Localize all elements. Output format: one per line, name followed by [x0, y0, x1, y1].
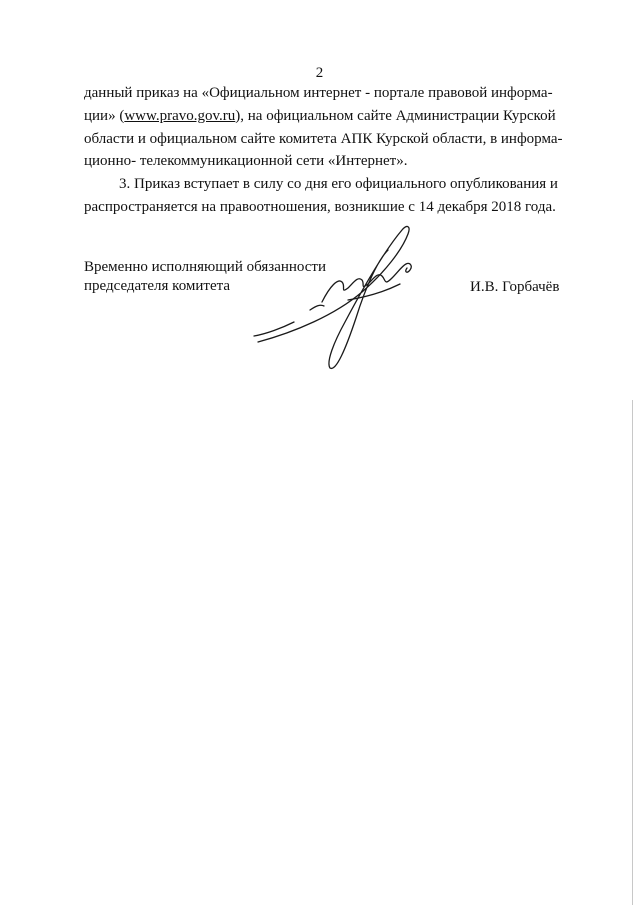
paragraph-text: ции» ( — [84, 108, 125, 124]
handwritten-signature — [250, 220, 425, 375]
scan-edge-line — [632, 400, 633, 905]
paragraph-text: ), на официальном сайте Администрации Курской — [235, 108, 556, 124]
paragraph-line: распространяется на правоотношения, возникшие с 14 декабря 2018 года. — [84, 199, 556, 215]
signer-position: Временно исполняющий обязанности — [84, 259, 327, 275]
paragraph-line — [84, 106, 556, 126]
paragraph-line: данный приказ на «Официальном интернет - портале правовой информа- — [84, 85, 553, 101]
paragraph-line: области и официальном сайте комитета АПК Курской области, в информа- — [84, 131, 563, 147]
paragraph-line: ционно- телекоммуникационной сети «Интернет». — [84, 153, 408, 169]
pravo-link[interactable]: www.pravo.gov.ru — [124, 108, 236, 124]
paragraph-line: 3. Приказ вступает в силу со дня его официального опубликования и — [119, 176, 558, 192]
signer-name: И.В. Горбачёв — [470, 279, 560, 295]
page-number: 2 — [315, 65, 324, 81]
signer-position: председателя комитета — [84, 278, 231, 294]
